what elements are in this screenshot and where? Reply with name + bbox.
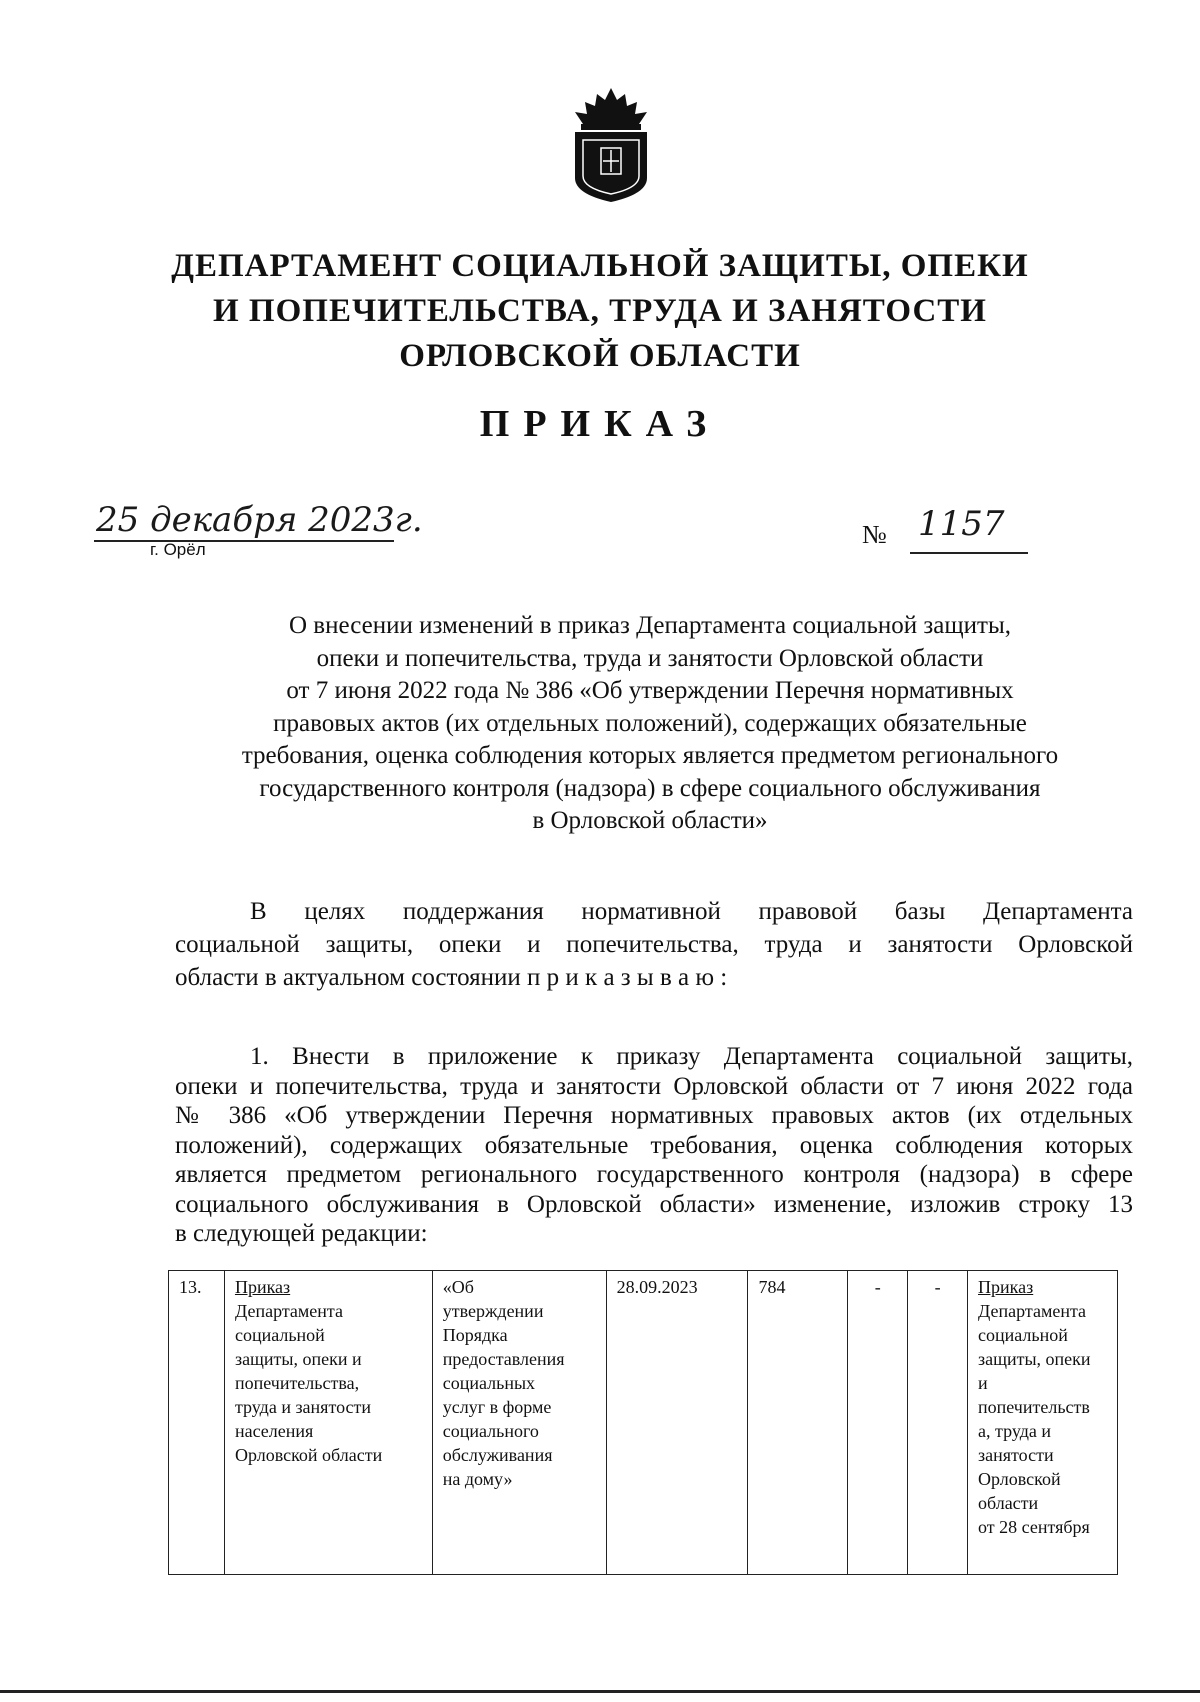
row-number-cell: 13. <box>169 1271 225 1575</box>
city-label: г. Орёл <box>150 540 206 559</box>
item-1-line: является предметом регионального государственного контроля (надзора) в сфере <box>175 1161 1133 1188</box>
act-issuer-cell <box>224 1271 432 1575</box>
number-underline <box>910 552 1028 554</box>
handwritten-date: 25 декабря 2023г. <box>96 500 423 540</box>
cell-line: защиты, опеки <box>978 1349 1091 1369</box>
table-row <box>169 1271 1118 1575</box>
last-act-cell <box>968 1271 1118 1575</box>
cell-line: на дому» <box>442 1469 513 1489</box>
preamble-line: В целях поддержания нормативной правовой базы Департамента <box>250 898 1133 925</box>
cell-line: защиты, опеки и <box>234 1349 362 1369</box>
cell-line: занятости <box>978 1445 1054 1465</box>
cell-line: Порядка <box>442 1325 508 1345</box>
item-1-line: 1. Внести в приложение к приказу Департамента социальной защиты, <box>250 1043 1133 1070</box>
cell-line: социальной <box>978 1325 1068 1345</box>
preamble-line: области в актуальном состоянии п р и к а з ы в а ю : <box>175 964 728 991</box>
department-line: И ПОПЕЧИТЕЛЬСТВА, ТРУДА И ЗАНЯТОСТИ <box>213 293 987 329</box>
cell-line: населения <box>234 1421 314 1441</box>
subject-line: требования, оценка соблюдения которых является предметом регионального <box>241 742 1059 769</box>
cell-line: услуг в форме <box>442 1397 552 1417</box>
cell-line: Департамента <box>234 1301 343 1321</box>
empty-cell: - <box>908 1271 968 1575</box>
act-type: Приказ <box>978 1277 1034 1297</box>
subject-line: правовых актов (их отдельных положений), содержащих обязательные <box>273 709 1027 737</box>
department-header <box>150 244 1050 379</box>
empty-cell: - <box>848 1271 908 1575</box>
preamble-paragraph <box>175 895 1133 994</box>
cell-line: социальных <box>442 1373 536 1393</box>
cell-line: «Об <box>442 1277 474 1297</box>
item-1-line: положений), содержащих обязательные требования, оценка соблюдения которых <box>175 1131 1133 1159</box>
date-underline <box>94 540 394 542</box>
item-1-line: в следующей редакции: <box>175 1220 428 1247</box>
item-1-line: социального обслуживания в Орловской области» изменение, изложив строку 13 <box>175 1190 1133 1218</box>
cell-line: социальной <box>234 1325 325 1345</box>
subject-line: в Орловской области» <box>532 807 768 834</box>
cell-line: а, труда и <box>978 1421 1051 1441</box>
number-sign: № <box>862 520 887 549</box>
cell-line: утверждении <box>442 1301 544 1321</box>
subject-line: государственного контроля (надзора) в сфере социального обслуживания <box>259 774 1041 802</box>
document-type-title: ПРИКАЗ <box>479 403 721 445</box>
cell-line: и <box>978 1373 988 1393</box>
cell-line: от 28 сентября <box>978 1517 1090 1537</box>
cell-line: попечительств <box>978 1397 1090 1417</box>
cell-line: социального <box>442 1421 539 1441</box>
act-number-cell: 784 <box>748 1271 848 1575</box>
cell-line: обслуживания <box>442 1445 553 1465</box>
coat-of-arms-emblem <box>565 86 657 204</box>
act-title-cell <box>432 1271 606 1575</box>
department-line: ОРЛОВСКОЙ ОБЛАСТИ <box>399 338 801 374</box>
acts-table <box>168 1270 1118 1575</box>
handwritten-order-number: 1157 <box>918 504 1005 544</box>
cell-line: Орловской <box>978 1469 1061 1489</box>
subject-line: О внесении изменений в приказ Департамента социальной защиты, <box>289 612 1011 639</box>
cell-line: труда и занятости <box>234 1397 372 1417</box>
cell-line: попечительства, <box>234 1373 360 1393</box>
cell-line: Орловской области <box>234 1445 383 1465</box>
subject-line: опеки и попечительства, труда и занятости Орловской области <box>316 644 984 672</box>
cell-line: области <box>978 1493 1039 1513</box>
act-date-cell: 28.09.2023 <box>606 1271 748 1575</box>
preamble-line: социальной защиты, опеки и попечительства, труда и занятости Орловской <box>175 931 1133 958</box>
item-1-line: № 386 «Об утверждении Перечня нормативных правовых актов (их отдельных <box>175 1102 1133 1129</box>
department-line: ДЕПАРТАМЕНТ СОЦИАЛЬНОЙ ЗАЩИТЫ, ОПЕКИ <box>171 248 1029 284</box>
cell-line: предоставления <box>442 1349 565 1369</box>
cell-line: Департамента <box>978 1301 1087 1321</box>
item-1-paragraph <box>175 1042 1133 1249</box>
subject-line: от 7 июня 2022 года № 386 «Об утверждении Перечня нормативных <box>286 677 1014 704</box>
act-type: Приказ <box>234 1277 291 1297</box>
scan-edge-line <box>0 1690 1200 1693</box>
item-1-line: опеки и попечительства, труда и занятости Орловской области от 7 июня 2022 года <box>175 1072 1133 1100</box>
order-subject <box>150 610 1150 838</box>
